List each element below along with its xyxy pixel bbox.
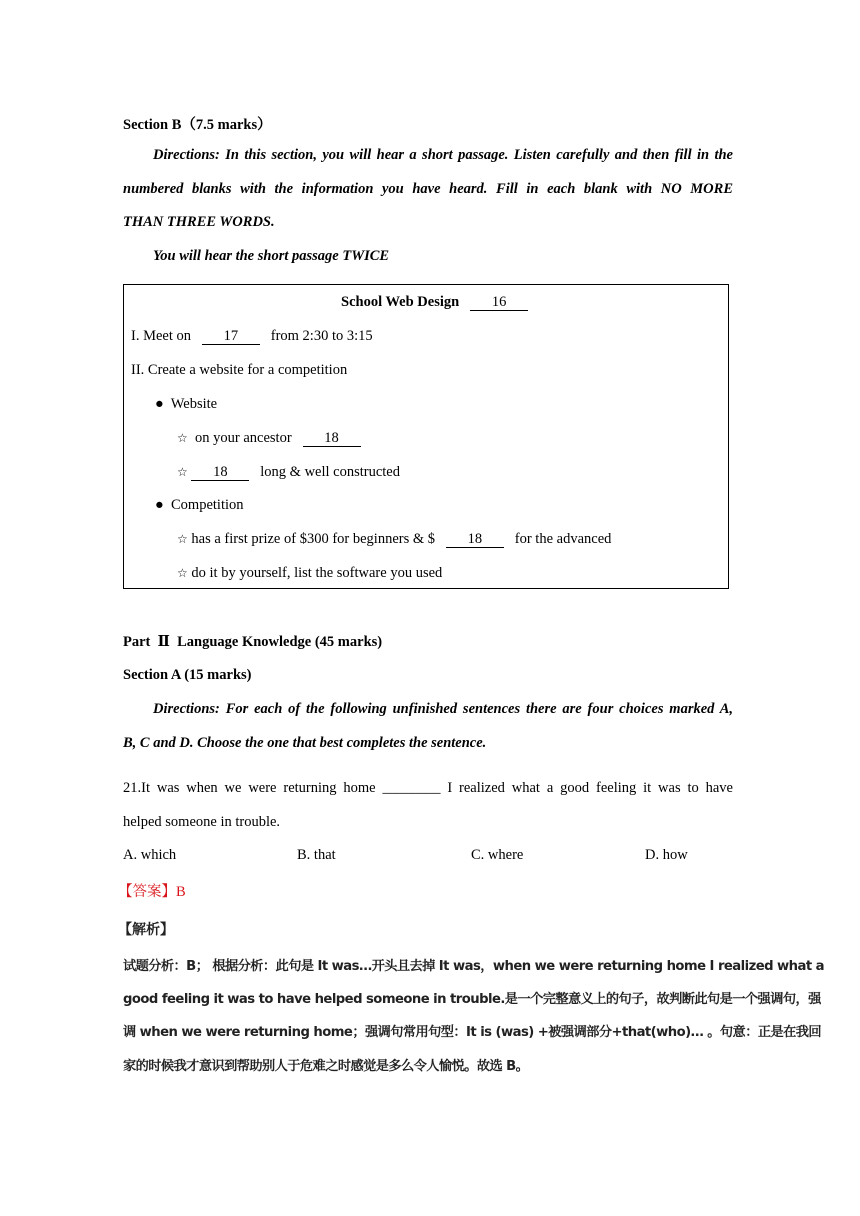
analysis-line4: 家的时候我才意识到帮助别人于危难之时感觉是多么令人愉悦。故选 B。 <box>123 1059 529 1074</box>
star-icon: ☆ <box>177 431 188 445</box>
part2-directions-line2: B, C and D. Choose the one that best completes the sentence. <box>123 735 487 751</box>
section-b-directions-line3: THAN THREE WORDS. <box>123 214 275 230</box>
analysis-line1: 试题分析：B； 根据分析：此句是 It was…开头且去掉 It was，when we were returning home I realized what a <box>123 959 825 974</box>
question-21-line2: helped someone in trouble. <box>123 814 281 830</box>
option-c: C. where <box>471 847 524 863</box>
table-title-text: School Web Design <box>341 294 460 310</box>
part2-directions-line1: Directions: For each of the following unfinished sentences there are four choices marked A, <box>153 701 733 717</box>
software-text: do it by yourself, list the software you used <box>191 565 443 581</box>
bullet-icon: ● <box>155 497 164 513</box>
section-a-heading: Section A (15 marks) <box>123 667 252 683</box>
prize-text: has a first prize of $300 for beginners & $ <box>191 531 436 547</box>
table-title <box>341 294 528 311</box>
star-icon: ☆ <box>177 532 188 546</box>
option-b: B. that <box>297 847 336 863</box>
bullet-website <box>155 396 217 413</box>
website-item-ancestor <box>177 430 361 447</box>
analysis-line3: 调 when we were returning home；强调句常用句型：It is (was) +被强调部分+that(who)… 。句意：正是在我回 <box>123 1025 822 1040</box>
meet-text: I. Meet on <box>131 328 191 344</box>
section-b-heading: Section B（7.5 marks） <box>123 117 272 133</box>
table-row-meet <box>131 328 373 345</box>
blank-16: 16 <box>470 295 528 311</box>
competition-label: Competition <box>171 497 244 513</box>
long-text: long & well constructed <box>260 464 400 480</box>
advanced-text: for the advanced <box>514 531 612 547</box>
ancestor-text: on your ancestor <box>195 430 292 446</box>
competition-item-software <box>177 565 442 582</box>
blank-18-c: 18 <box>446 532 504 548</box>
section-b-directions-line1: Directions: In this section, you will hear a short passage. Listen carefully and then fill in the <box>153 147 733 163</box>
blank-18-a: 18 <box>303 431 361 447</box>
meet-time-text: from 2:30 to 3:15 <box>270 328 373 344</box>
option-d: D. how <box>645 847 688 863</box>
blank-17: 17 <box>202 329 260 345</box>
option-a: A. which <box>123 847 177 863</box>
section-b-twice-note: You will hear the short passage TWICE <box>153 248 390 264</box>
table-row-create: II. Create a website for a competition <box>131 362 348 378</box>
star-icon: ☆ <box>177 465 188 479</box>
blank-18-b: 18 <box>191 465 249 481</box>
section-b-directions-line2: numbered blanks with the information you have heard. Fill in each blank with NO MORE <box>123 181 733 197</box>
analysis-heading: 【解析】 <box>118 922 174 938</box>
bullet-competition <box>155 497 244 514</box>
answer-line: 【答案】B <box>118 884 186 900</box>
competition-item-prize <box>177 531 611 548</box>
bullet-icon: ● <box>155 396 164 412</box>
website-label: Website <box>170 396 218 412</box>
analysis-line2: good feeling it was to have helped someone in trouble.是一个完整意义上的句子，故判断此句是一个强调句，强 <box>123 992 821 1007</box>
website-item-long <box>177 464 400 481</box>
star-icon: ☆ <box>177 566 188 580</box>
part2-heading: Part Ⅱ Language Knowledge (45 marks) <box>123 634 383 650</box>
question-21-line1: 21.It was when we were returning home ________ I realized what a good feeling it was to have <box>123 780 733 796</box>
